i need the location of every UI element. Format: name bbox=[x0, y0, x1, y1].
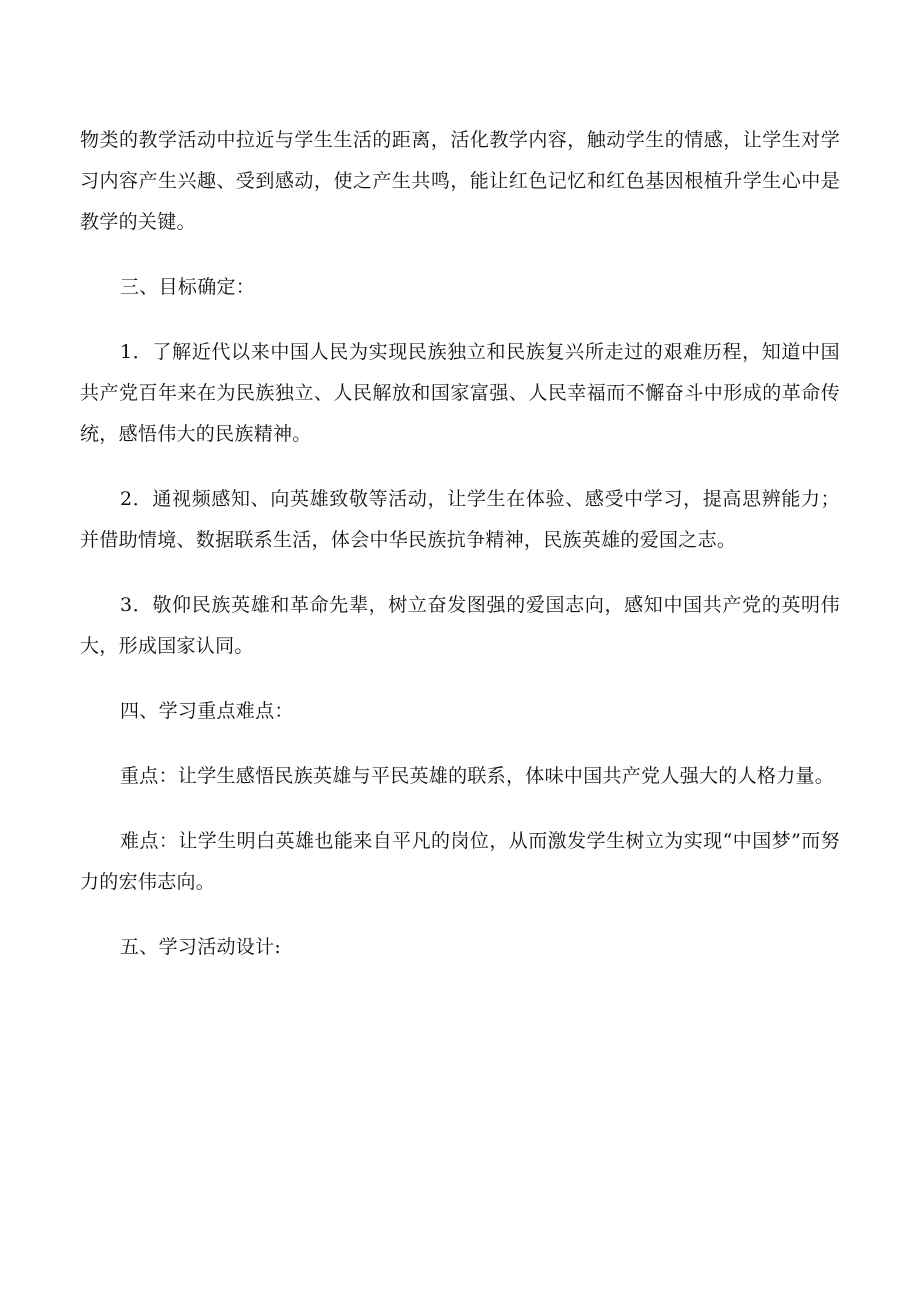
goal-item-3: 3．敬仰民族英雄和革命先辈，树立奋发图强的爱国志向，感知中国共产党的英明伟大，形成国家认同。 bbox=[80, 594, 840, 657]
section-heading-goals: 三、目标确定： bbox=[120, 276, 256, 298]
goal-item-1: 1．了解近代以来中国人民为实现民族独立和民族复兴所走过的艰难历程，知道中国共产党百年来在为民族独立、人民解放和国家富强、人民幸福而不懈奋斗中形成的革命传统，感悟伟大的民族精神。 bbox=[80, 341, 840, 445]
goal-item-2: 2．通视频感知、向英雄致敬等活动，让学生在体验、感受中学习，提高思辨能力；并借助情境、数据联系生活，体会中华民族抗争精神，民族英雄的爱国之志。 bbox=[80, 488, 840, 551]
difficult-point-paragraph: 难点：让学生明白英雄也能来自平凡的岗位，从而激发学生树立为实现“中国梦”而努力的宏伟志向。 bbox=[80, 830, 840, 893]
section-heading-activity-design: 五、学习活动设计: bbox=[120, 936, 282, 958]
section-heading-key-difficult: 四、学习重点难点： bbox=[120, 700, 294, 722]
paragraph-intro-continued: 物类的教学活动中拉近与学生生活的距离，活化教学内容，触动学生的情感，让学生对学习内容产生兴趣、受到感动，使之产生共鸣，能让红色记忆和红色基因根植升学生心中是教学的关键。 bbox=[80, 129, 840, 233]
key-point-paragraph: 重点：让学生感悟民族英雄与平民英雄的联系，体味中国共产党人强大的人格力量。 bbox=[120, 765, 835, 787]
